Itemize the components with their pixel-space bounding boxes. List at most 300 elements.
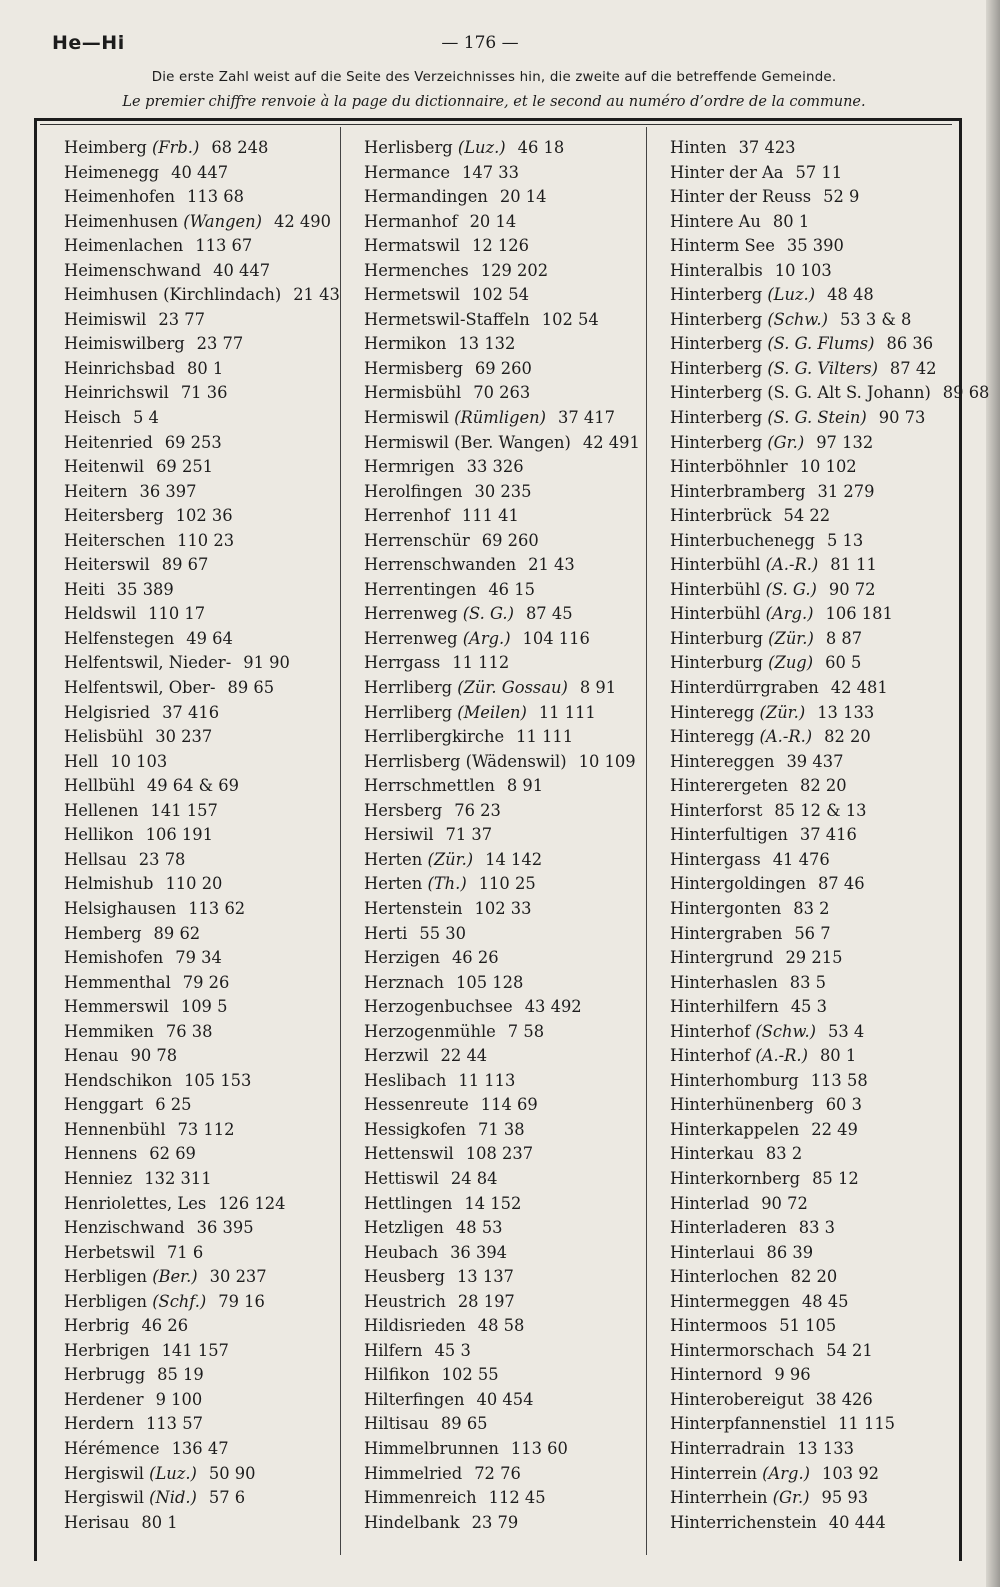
entry-qualifier: (Schf.) [152,1291,207,1311]
entry-qualifier: (Gr.) [772,1488,810,1508]
entry-reference: 46 18 [517,138,565,157]
entry-qualifier: (Luz.) [457,138,506,157]
entry-reference: 36 395 [196,1218,254,1238]
index-entry [364,381,640,406]
entry-reference: 91 90 [243,653,290,673]
index-entry [364,1339,640,1364]
entry-name: Helmishub [64,874,154,894]
entry-reference: 69 251 [156,457,214,477]
entry-reference: 83 2 [765,1144,803,1164]
index-entry [364,676,640,701]
index-entry [364,823,640,848]
index-entry [64,578,340,603]
entry-reference: 13 133 [796,1438,854,1458]
index-entry [364,1118,640,1143]
entry-name: Hinterböhnler [670,457,788,477]
entry-name: Herdener [64,1389,144,1409]
note-german: Die erste Zahl weist auf die Seite des Verzeichnisses hin, die zweite auf die betreffende Gemeinde. [151,70,837,85]
entry-reference: 31 279 [817,481,875,501]
entry-reference: 105 128 [456,972,524,992]
entry-reference: 82 20 [824,727,871,747]
entry-reference: 37 416 [162,702,220,722]
index-entry [670,406,989,431]
index-entry [64,455,340,480]
entry-reference: 23 77 [196,334,244,354]
entry-name: Herzogenbuchsee [364,997,513,1017]
index-entry [364,578,640,603]
entry-reference: 114 69 [480,1095,538,1115]
entry-reference: 40 454 [476,1389,534,1409]
index-entry [670,529,989,554]
index-entry [64,1142,340,1167]
entry-name: Henniez [64,1168,133,1188]
entry-reference: 42 490 [274,211,331,231]
entry-reference: 126 124 [218,1193,286,1213]
entry-reference: 52 9 [823,187,860,207]
entry-reference: 103 92 [822,1463,879,1483]
entry-qualifier: (Luz.) [767,285,816,305]
index-entry [64,1412,340,1437]
index-entry [670,872,989,897]
index-entry [364,1216,640,1241]
entry-name: Hermenches [364,260,469,280]
entry-name: Hintergrund [670,948,774,968]
entry-name: Hemmiken [64,1021,154,1041]
entry-name: Hettenswil [364,1144,454,1164]
entry-reference: 13 133 [817,702,875,722]
entry-name: Heimenschwand [64,260,202,280]
index-entry [670,1486,989,1511]
entry-reference: 30 237 [209,1267,267,1287]
entry-reference: 7 58 [507,1021,545,1041]
entry-reference: 90 73 [878,408,926,428]
index-entry [364,1290,640,1315]
entry-reference: 45 3 [434,1340,471,1360]
index-entry [670,1437,989,1462]
entry-name: Hilfikon [364,1365,430,1385]
entry-name: Heinrichsbad [64,358,176,378]
entry-reference: 83 2 [793,898,830,918]
index-entry [64,381,340,406]
index-entry [64,995,340,1020]
entry-name: Hetzligen [364,1218,444,1238]
entry-name: Helfentswil, Ober- [64,678,216,698]
entry-name: Hinterlaui [670,1242,755,1262]
index-entry [670,1388,989,1413]
entry-name: Heiterschen [64,530,166,550]
entry-name: Hendschikon [64,1070,173,1090]
entry-name: Hinterberg [670,309,763,329]
entry-reference: 49 64 & 69 [146,776,240,796]
entry-name: Hinterberg [670,358,763,378]
index-entry [364,480,640,505]
entry-name: Hinterm See [670,236,775,256]
entry-qualifier: (Arg.) [762,1463,810,1483]
entry-name: Hermikon [364,334,447,354]
entry-name: Henau [64,1046,119,1066]
entry-reference: 20 14 [499,187,547,207]
entry-name: Hinterkau [670,1144,754,1164]
index-entry [64,308,340,333]
index-entry [64,357,340,382]
entry-reference: 45 3 [790,997,827,1017]
index-entry [364,1069,640,1094]
entry-reference: 71 6 [166,1242,204,1262]
index-entry [364,971,640,996]
entry-name: Herrliberg [364,702,453,722]
entry-reference: 106 181 [825,604,893,624]
entry-name: Hintergonten [670,898,782,918]
entry-reference: 38 426 [815,1389,873,1409]
entry-reference: 35 390 [786,236,844,256]
index-entry [64,897,340,922]
index-entry [670,161,989,186]
entry-qualifier: (Wangen) [183,211,263,231]
entry-name: Hermetswil [364,285,460,305]
entry-reference: 21 43 [293,285,340,305]
entry-name: Heusberg [364,1267,445,1287]
entry-qualifier: (Gr.) [767,432,805,452]
entry-name: Hinterhaslen [670,972,778,992]
note-french: Le premier chiffre renvoie à la page du dictionnaire, et le second au numéro d’ordre de la commune. [122,94,866,110]
entry-reference: 85 12 [812,1168,859,1188]
entry-reference: 23 79 [471,1512,519,1532]
entry-reference: 9 96 [774,1365,811,1385]
index-entry [64,971,340,996]
entry-qualifier: (Arg.) [462,628,511,648]
entry-name: Henzischwand [64,1218,185,1238]
index-entry [64,210,340,235]
index-entry [364,1020,640,1045]
index-entry [364,651,640,676]
entry-name: Herrentingen [364,579,477,599]
index-entry [670,627,989,652]
index-entry [670,676,989,701]
entry-reference: 5 13 [826,530,864,550]
entry-name: Hinterrhein [670,1488,768,1508]
entry-qualifier: (Nid.) [149,1488,197,1508]
entry-name: Hintermoos [670,1316,768,1336]
index-entry [670,725,989,750]
index-entry [64,332,340,357]
entry-name: Hintergass [670,849,761,869]
entry-reference: 9 100 [155,1389,203,1409]
index-entry [364,1363,640,1388]
entry-name: Herisau [64,1512,130,1532]
index-entry [64,234,340,259]
column-divider-right [646,127,647,1555]
index-entry [670,1167,989,1192]
index-entry [64,725,340,750]
index-entry [64,553,340,578]
entry-name: Hinterhomburg [670,1070,799,1090]
index-entry [670,1339,989,1364]
entry-name: Hergiswil [64,1488,144,1508]
entry-reference: 42 491 [582,432,640,452]
entry-reference: 113 58 [810,1070,868,1090]
entry-reference: 28 197 [457,1291,515,1311]
entry-reference: 54 22 [783,506,831,526]
index-column-3 [670,136,989,1535]
entry-name: Herrenweg [364,628,458,648]
entry-name: Hinter der Reuss [670,187,812,207]
entry-name: Hinterbühl [670,579,761,599]
entry-name: Hell [64,751,99,771]
index-entry [670,1216,989,1241]
entry-qualifier: (A.-R.) [759,727,813,747]
entry-qualifier: (Luz.) [149,1463,197,1483]
entry-reference: 95 93 [821,1488,869,1508]
entry-reference: 106 191 [145,825,213,845]
entry-name: Hinterobereigut [670,1389,804,1409]
index-entry [670,332,989,357]
entry-reference: 141 157 [161,1340,229,1360]
entry-qualifier: (Th.) [427,874,467,894]
index-entry [670,553,989,578]
entry-qualifier: (Zür.) [427,849,474,869]
entry-reference: 90 78 [130,1046,178,1066]
entry-reference: 53 3 & 8 [839,309,912,329]
entry-reference: 13 137 [456,1267,514,1287]
index-entry [670,1020,989,1045]
index-entry [64,259,340,284]
entry-reference: 87 45 [525,604,573,624]
entry-reference: 48 48 [827,285,874,305]
entry-qualifier: (Frb.) [151,138,200,157]
index-entry [364,283,640,308]
entry-reference: 80 1 [819,1046,857,1066]
entry-reference: 48 58 [477,1316,525,1336]
entry-name: Hinterbuchenegg [670,530,815,550]
entry-name: Hellikon [64,825,134,845]
entry-reference: 30 235 [474,481,532,501]
entry-name: Herrschmettlen [364,776,495,796]
entry-name: Hessenreute [364,1095,469,1115]
entry-reference: 82 20 [800,776,847,796]
entry-reference: 46 26 [141,1316,189,1336]
index-entry [670,504,989,529]
index-entry [64,1192,340,1217]
entry-reference: 102 33 [474,898,532,918]
entry-name: Herrenschür [364,530,470,550]
entry-name: Hinterburg [670,653,763,673]
index-entry [670,381,989,406]
entry-name: Herrenschwanden [364,555,517,575]
index-entry [670,946,989,971]
entry-name: Hilfern [364,1340,423,1360]
index-entry [364,922,640,947]
entry-qualifier: (S. G. Vilters) [767,358,878,378]
index-entry [670,1118,989,1143]
entry-name: Hinterhof [670,1021,751,1041]
index-entry [64,946,340,971]
entry-name: Hinterpfannenstiel [670,1414,827,1434]
entry-reference: 48 53 [455,1218,503,1238]
entry-reference: 24 84 [450,1168,498,1188]
index-entry [364,1142,640,1167]
index-entry [364,1192,640,1217]
entry-name: Heimenhusen [64,211,179,231]
index-entry [670,1511,989,1536]
entry-reference: 55 30 [419,923,466,943]
entry-reference: 71 38 [478,1119,525,1139]
entry-name: Hennens [64,1144,138,1164]
entry-name: Hinterberg (S. G. Alt S. Johann) [670,383,931,403]
entry-name: Herrenhof [364,506,450,526]
entry-name: Herrliberg [364,678,453,698]
entry-reference: 40 444 [828,1512,886,1532]
entry-name: Hinterdürrgraben [670,678,819,698]
entry-name: Heisch [64,408,122,428]
entry-reference: 10 103 [110,751,168,771]
entry-name: Helgisried [64,702,151,722]
entry-name: Heitenried [64,432,153,452]
index-entry [670,480,989,505]
entry-qualifier: (Zür.) [768,628,814,648]
entry-name: Hinterfultigen [670,825,788,845]
entry-name: Hinterbühl [670,604,761,624]
index-entry [670,357,989,382]
entry-reference: 89 67 [161,555,209,575]
entry-reference: 40 447 [171,162,229,182]
entry-name: Hinteregg [670,702,755,722]
entry-reference: 60 3 [825,1095,862,1115]
entry-reference: 108 237 [465,1144,534,1164]
index-entry [64,1290,340,1315]
entry-name: Heimberg [64,138,147,157]
index-entry [364,1044,640,1069]
entry-reference: 113 60 [510,1438,568,1458]
entry-name: Herrenweg [364,604,458,624]
entry-name: Henriolettes, Les [64,1193,207,1213]
index-entry [670,971,989,996]
index-entry [364,1511,640,1536]
entry-reference: 102 54 [541,309,599,329]
entry-name: Hermiswil [364,408,449,428]
index-entry [670,750,989,775]
entry-reference: 12 126 [472,236,529,256]
entry-name: Hinterbrück [670,506,772,526]
entry-reference: 29 215 [785,948,843,968]
index-entry [364,357,640,382]
entry-name: Hermisberg [364,358,463,378]
index-entry [364,701,640,726]
entry-reference: 102 36 [175,506,233,526]
entry-reference: 35 389 [116,579,174,599]
entry-name: Hersiwil [364,825,434,845]
entry-name: Hinterrichenstein [670,1512,817,1532]
index-entry [64,1388,340,1413]
entry-name: Heimenhofen [64,187,176,207]
entry-reference: 22 49 [811,1119,858,1139]
entry-name: Herzigen [364,948,440,968]
index-entry [670,234,989,259]
index-entry [64,651,340,676]
entry-name: Hiltisau [364,1414,429,1434]
entry-name: Herbrugg [64,1365,146,1385]
entry-reference: 113 68 [187,187,245,207]
index-entry [364,1388,640,1413]
entry-name: Helsighausen [64,898,177,918]
index-entry [64,283,340,308]
entry-qualifier: (Zug) [768,653,814,673]
entry-reference: 87 46 [817,874,865,894]
entry-name: Himmelried [364,1463,463,1483]
entry-name: Hinterberg [670,285,763,305]
entry-name: Hermiswil (Ber. Wangen) [364,432,571,452]
index-entry [64,431,340,456]
entry-reference: 69 260 [474,358,532,378]
entry-name: Hintere Au [670,211,761,231]
entry-name: Hinteregg [670,727,755,747]
index-column-1 [64,136,340,1535]
entry-name: Hildisrieden [364,1316,466,1336]
index-entry [64,1462,340,1487]
entry-name: Hinterlad [670,1193,750,1213]
entry-name: Herdern [64,1414,134,1434]
entry-qualifier: (S. G.) [765,579,817,599]
index-entry [364,1265,640,1290]
index-entry [670,651,989,676]
entry-reference: 113 62 [188,898,246,918]
entry-reference: 83 5 [789,972,826,992]
index-entry [364,529,640,554]
index-entry [64,602,340,627]
index-entry [64,701,340,726]
entry-reference: 80 1 [141,1512,178,1532]
entry-qualifier: (Rümligen) [454,408,547,428]
entry-reference: 48 45 [801,1291,849,1311]
entry-name: Hinterbühl [670,555,761,575]
entry-reference: 110 17 [148,604,206,624]
index-entry [364,995,640,1020]
entry-reference: 20 14 [469,211,517,231]
entry-qualifier: (Zür.) [759,702,806,722]
entry-reference: 30 237 [155,727,213,747]
index-entry [364,1167,640,1192]
entry-name: Heitersberg [64,506,164,526]
entry-reference: 39 437 [786,751,844,771]
entry-reference: 80 1 [187,358,224,378]
entry-reference: 110 23 [177,530,235,550]
entry-reference: 113 57 [145,1414,203,1434]
entry-name: Hilterfingen [364,1389,465,1409]
entry-reference: 82 20 [790,1267,838,1287]
entry-name: Hérémence [64,1438,160,1458]
entry-name: Hermatswil [364,236,461,256]
index-entry [64,872,340,897]
entry-reference: 10 102 [799,457,857,477]
index-entry [64,1486,340,1511]
index-entry [364,136,640,161]
index-entry [670,308,989,333]
entry-reference: 37 423 [738,138,796,157]
entry-reference: 41 476 [772,849,830,869]
entry-reference: 14 152 [464,1193,522,1213]
entry-name: Hintergraben [670,923,783,943]
index-entry [364,602,640,627]
index-entry [670,1412,989,1437]
entry-name: Herzogenmühle [364,1021,496,1041]
frame-inner-rule [40,124,952,125]
entry-name: Heitern [64,481,128,501]
entry-name: Hermisbühl [364,383,462,403]
entry-reference: 85 12 & 13 [774,800,867,820]
index-entry [64,161,340,186]
index-entry [64,480,340,505]
index-entry [64,1511,340,1536]
entry-qualifier: (Meilen) [457,702,527,722]
